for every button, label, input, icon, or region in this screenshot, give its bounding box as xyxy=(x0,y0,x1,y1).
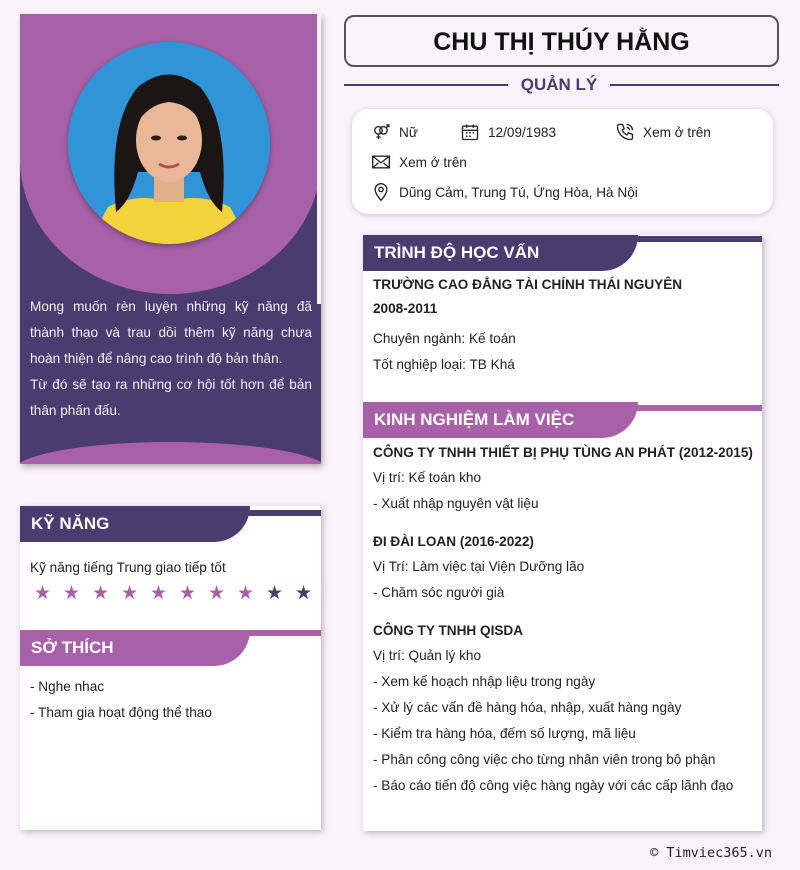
job-company: CÔNG TY TNHH THIẾT BỊ PHỤ TÙNG AN PHÁT (2012-2015) xyxy=(373,445,753,460)
skill-name: Kỹ năng tiếng Trung giao tiếp tốt xyxy=(30,560,226,575)
star-icon: ★ xyxy=(62,583,81,604)
hobbies-heading: SỞ THÍCH xyxy=(20,630,250,666)
skills-hobbies-card xyxy=(20,506,321,830)
job-position: Vị Trí: Làm việc tại Viện Dưỡng lão xyxy=(373,559,585,574)
list-item: - Tham gia hoạt động thể thao xyxy=(30,705,212,720)
star-icon: ★ xyxy=(149,583,168,604)
education-section-header xyxy=(363,235,762,271)
job-company: CÔNG TY TNHH QISDA xyxy=(373,623,524,638)
envelope-icon xyxy=(371,152,391,172)
address-value: Dũng Cảm, Trung Tú, Ứng Hòa, Hà Nội xyxy=(399,184,638,200)
job-task: - Kiểm tra hàng hóa, đếm số lượng, mã liệu xyxy=(373,726,636,741)
contact-phone xyxy=(615,122,711,142)
job-position: Vị trí: Quản lý kho xyxy=(373,648,482,663)
job-company: ĐI ĐÀI LOAN (2016-2022) xyxy=(373,534,534,549)
job-title: QUẢN LÝ xyxy=(508,74,610,96)
hobby-list xyxy=(30,674,212,726)
star-icon: ★ xyxy=(33,583,52,604)
star-icon: ★ xyxy=(236,583,255,604)
phone-icon xyxy=(615,122,635,142)
avatar xyxy=(68,42,270,244)
copyright-footer: © Timviec365.vn xyxy=(650,845,772,861)
main-content-card xyxy=(363,235,762,831)
gender-icon xyxy=(371,122,391,142)
contact-info-card xyxy=(352,109,773,214)
star-icon: ★ xyxy=(294,583,313,604)
objective-line: Từ đó sẽ tạo ra những cơ hội tốt hơn để bản thân phấn đấu. xyxy=(30,377,312,418)
profile-card xyxy=(20,14,321,464)
education-years: 2008-2011 xyxy=(373,301,438,316)
education-grade: Tốt nghiệp loại: TB Khá xyxy=(373,357,515,372)
job-task: - Xem kế hoạch nhập liệu trong ngày xyxy=(373,674,596,689)
gender-value: Nữ xyxy=(399,124,418,140)
education-major: Chuyên ngành: Kế toán xyxy=(373,331,516,346)
experience-heading: KINH NGHIỆM LÀM VIỆC xyxy=(363,402,638,438)
career-objective xyxy=(30,294,312,424)
contact-gender xyxy=(371,122,418,142)
star-icon: ★ xyxy=(178,583,197,604)
job-task: - Xuất nhập nguyên vật liệu xyxy=(373,496,539,511)
job-position: Vị trí: Kế toán kho xyxy=(373,470,482,485)
list-item: - Nghe nhạc xyxy=(30,679,105,694)
star-icon: ★ xyxy=(207,583,226,604)
phone-value: Xem ở trên xyxy=(643,124,711,140)
skills-heading: KỸ NĂNG xyxy=(20,506,250,542)
candidate-name: CHU THỊ THÚY HẰNG xyxy=(344,15,779,67)
skills-section-header xyxy=(20,506,321,542)
objective-line: Mong muốn rèn luyện những kỹ năng đã thành thạo và trau dồi thêm kỹ năng chưa hoàn thiện để nâng cao trình độ bản thân. xyxy=(30,299,312,366)
skill-rating xyxy=(28,584,318,604)
dob-value: 12/09/1983 xyxy=(488,124,557,140)
education-heading: TRÌNH ĐỘ HỌC VẤN xyxy=(363,235,638,271)
contact-address xyxy=(371,182,638,202)
experience-section-header xyxy=(363,402,762,438)
email-value: Xem ở trên xyxy=(399,154,467,170)
school-name: TRƯỜNG CAO ĐẲNG TÀI CHÍNH THÁI NGUYÊN xyxy=(373,277,683,292)
job-task: - Xử lý các vấn đề hàng hóa, nhập, xuất hàng ngày xyxy=(373,700,682,715)
hobbies-section-header xyxy=(20,630,321,666)
contact-dob xyxy=(460,122,556,142)
job-task: - Phân công công việc cho từng nhân viên trong bộ phận xyxy=(373,752,716,767)
job-task: - Chăm sóc người già xyxy=(373,585,505,600)
calendar-icon xyxy=(460,122,480,142)
job-task: - Báo cáo tiến độ công việc hàng ngày với các cấp lãnh đạo xyxy=(373,778,734,793)
star-icon: ★ xyxy=(91,583,110,604)
location-pin-icon xyxy=(371,182,391,202)
star-icon: ★ xyxy=(120,583,139,604)
star-icon: ★ xyxy=(265,583,284,604)
contact-email xyxy=(371,152,467,172)
